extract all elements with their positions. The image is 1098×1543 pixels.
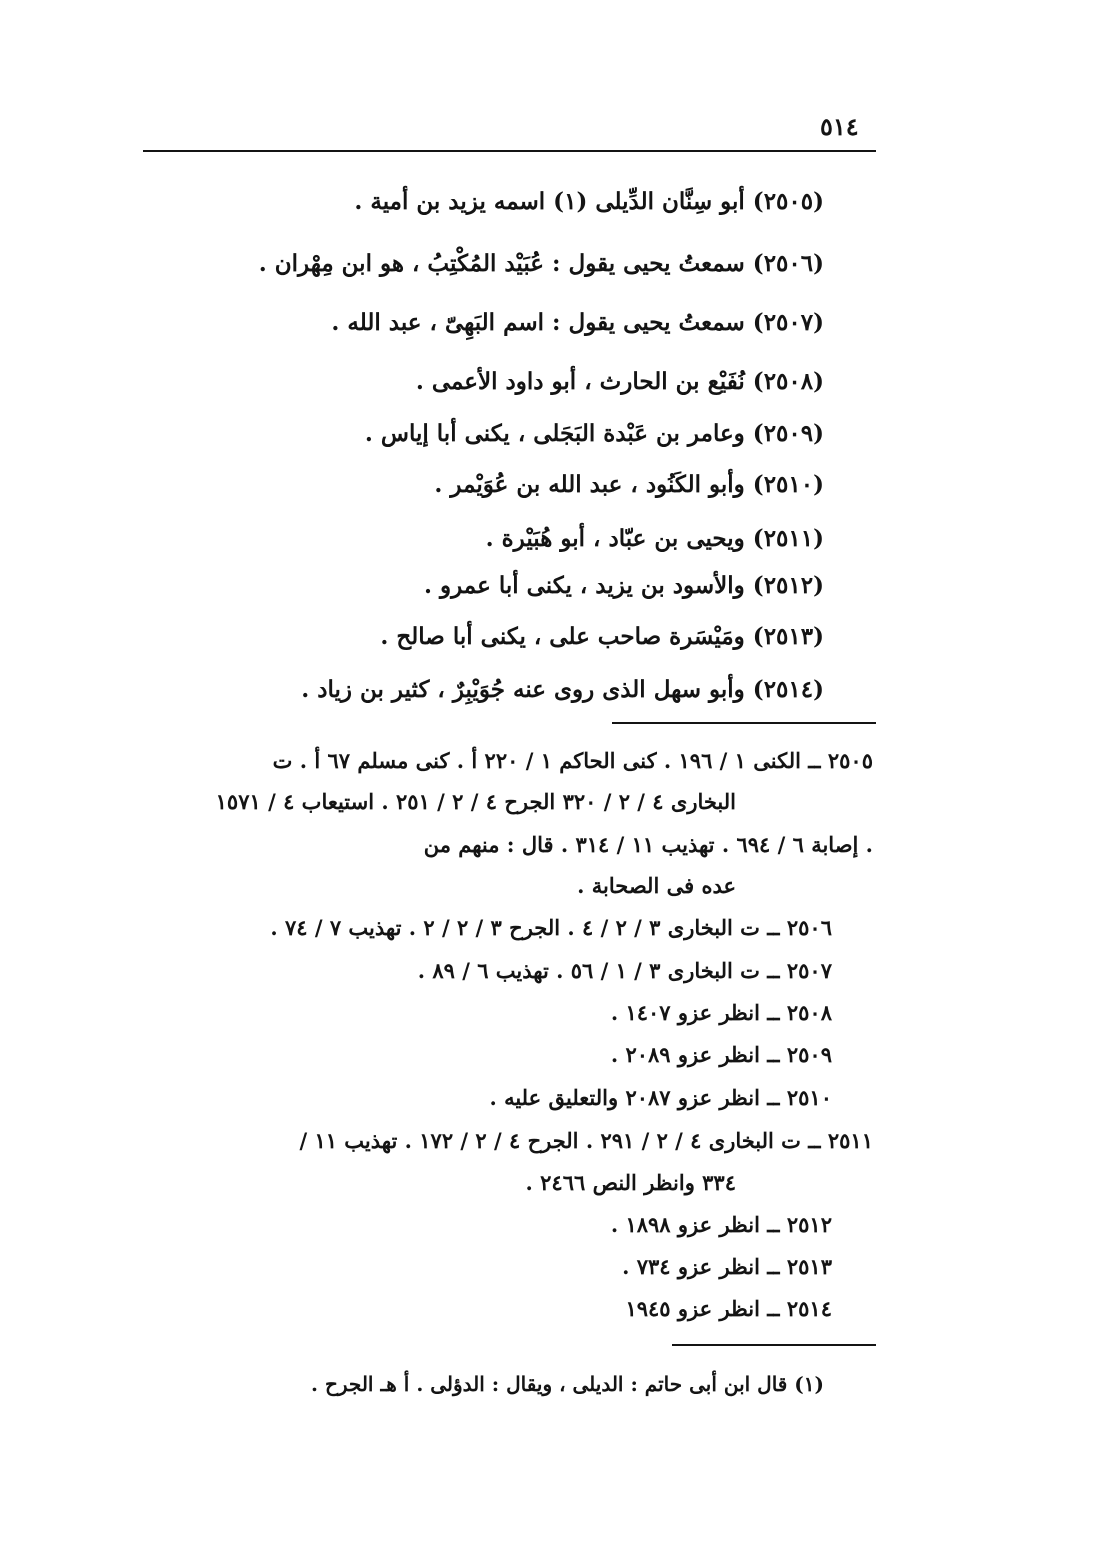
entry-number: (٢٥١٤) — [752, 676, 824, 703]
note-line: ٢٥١١ ــ ت البخارى ٤ / ٢ / ٢٩١ . الجرح ٤ / ٢ / ١٧٢ . تهذيب ١١ / — [299, 1128, 873, 1153]
middle-rule — [612, 722, 876, 724]
page-number: ٥١٤ — [820, 112, 859, 141]
entry-2505 — [124, 184, 824, 220]
entry-2506 — [124, 246, 824, 282]
note-line: عده فى الصحابة . — [577, 873, 736, 898]
note-line: ٢٥٠٥ ــ الكنى ١ / ١٩٦ . كنى الحاكم ١ / ٢٢٠ أ . كنى مسلم ٦٧ أ . ت — [272, 748, 873, 773]
entry-text: والأسود بن يزيد ، يكنى أبا عمرو . — [423, 572, 745, 599]
entry-2511 — [124, 521, 824, 557]
entry-number: (٢٥١٢) — [752, 572, 824, 599]
entry-text: نُفَيْع بن الحارث ، أبو داود الأعمى . — [415, 368, 745, 395]
note-line: . إصابة ٦ / ٦٩٤ . تهذيب ١١ / ٣١٤ . قال : منهم من — [423, 832, 873, 857]
footnote-rule — [672, 1344, 876, 1346]
top-rule — [143, 150, 876, 152]
entry-2513 — [124, 619, 824, 655]
note-line: ٢٥٠٧ ــ ت البخارى ٣ / ١ / ٥٦ . تهذيب ٦ / ٨٩ . — [417, 958, 832, 983]
entry-2514 — [124, 672, 824, 708]
entry-number: (٢٥٠٧) — [752, 309, 824, 336]
entry-text: ومَيْسَرة صاحب على ، يكنى أبا صالح . — [380, 623, 745, 650]
entry-text: سمعتُ يحيى يقول : اسم البَهِىّ ، عبد الله . — [331, 309, 745, 336]
note-line: ٢٥١٠ ــ انظر عزو ٢٠٨٧ والتعليق عليه . — [489, 1085, 832, 1110]
note-line: ٢٥٠٦ ــ ت البخارى ٣ / ٢ / ٤ . الجرح ٣ / ٢ / ٢ . تهذيب ٧ / ٧٤ . — [270, 915, 832, 940]
entry-2507 — [124, 305, 824, 341]
entry-number: (٢٥٠٥) — [752, 188, 824, 215]
entry-text: وعامر بن عَبْدة البَجَلى ، يكنى أبا إياس . — [364, 420, 745, 447]
entry-text: أبو سِنَّان الدِّيلى (١) اسمه يزيد بن أمية . — [354, 188, 745, 215]
entry-2510 — [124, 467, 824, 503]
entry-number: (٢٥٠٩) — [752, 420, 824, 447]
entry-number: (٢٥١٠) — [752, 471, 824, 498]
entry-number: (٢٥٠٨) — [752, 368, 824, 395]
entry-2509 — [124, 416, 824, 452]
note-line: البخارى ٤ / ٢ / ٣٢٠ الجرح ٤ / ٢ / ٢٥١ . استيعاب ٤ / ١٥٧١ — [215, 789, 736, 814]
note-line: ٣٣٤ وانظر النص ٢٤٦٦ . — [525, 1170, 736, 1195]
entry-text: وأبو الكَنُود ، عبد الله بن عُوَيْمر . — [434, 471, 745, 498]
note-line: ٢٥١٣ ــ انظر عزو ٧٣٤ . — [622, 1254, 832, 1279]
entry-text: ويحيى بن عبّاد ، أبو هُبَيْرة . — [485, 525, 745, 552]
entry-number: (٢٥٠٦) — [752, 250, 824, 277]
entry-text: سمعتُ يحيى يقول : عُبَيْد المُكْتِبُ ، هو ابن مِهْران . — [258, 250, 745, 277]
entry-2508 — [124, 364, 824, 400]
note-line: ٢٥٠٨ ــ انظر عزو ١٤٠٧ . — [610, 1000, 832, 1025]
entry-text: وأبو سهل الذى روى عنه جُوَيْبِرٌ ، كثير بن زياد . — [301, 676, 745, 703]
note-line: ٢٥١٢ ــ انظر عزو ١٨٩٨ . — [610, 1212, 832, 1237]
note-line: ٢٥٠٩ ــ انظر عزو ٢٠٨٩ . — [610, 1042, 832, 1067]
entry-number: (٢٥١١) — [752, 525, 824, 552]
note-line: ٢٥١٤ ــ انظر عزو ١٩٤٥ — [625, 1296, 832, 1321]
entry-number: (٢٥١٣) — [752, 623, 824, 650]
entry-2512 — [124, 568, 824, 604]
footnote: (١) قال ابن أبى حاتم : الديلى ، ويقال : الدؤلى . أ هـ الجرح . — [311, 1372, 824, 1396]
